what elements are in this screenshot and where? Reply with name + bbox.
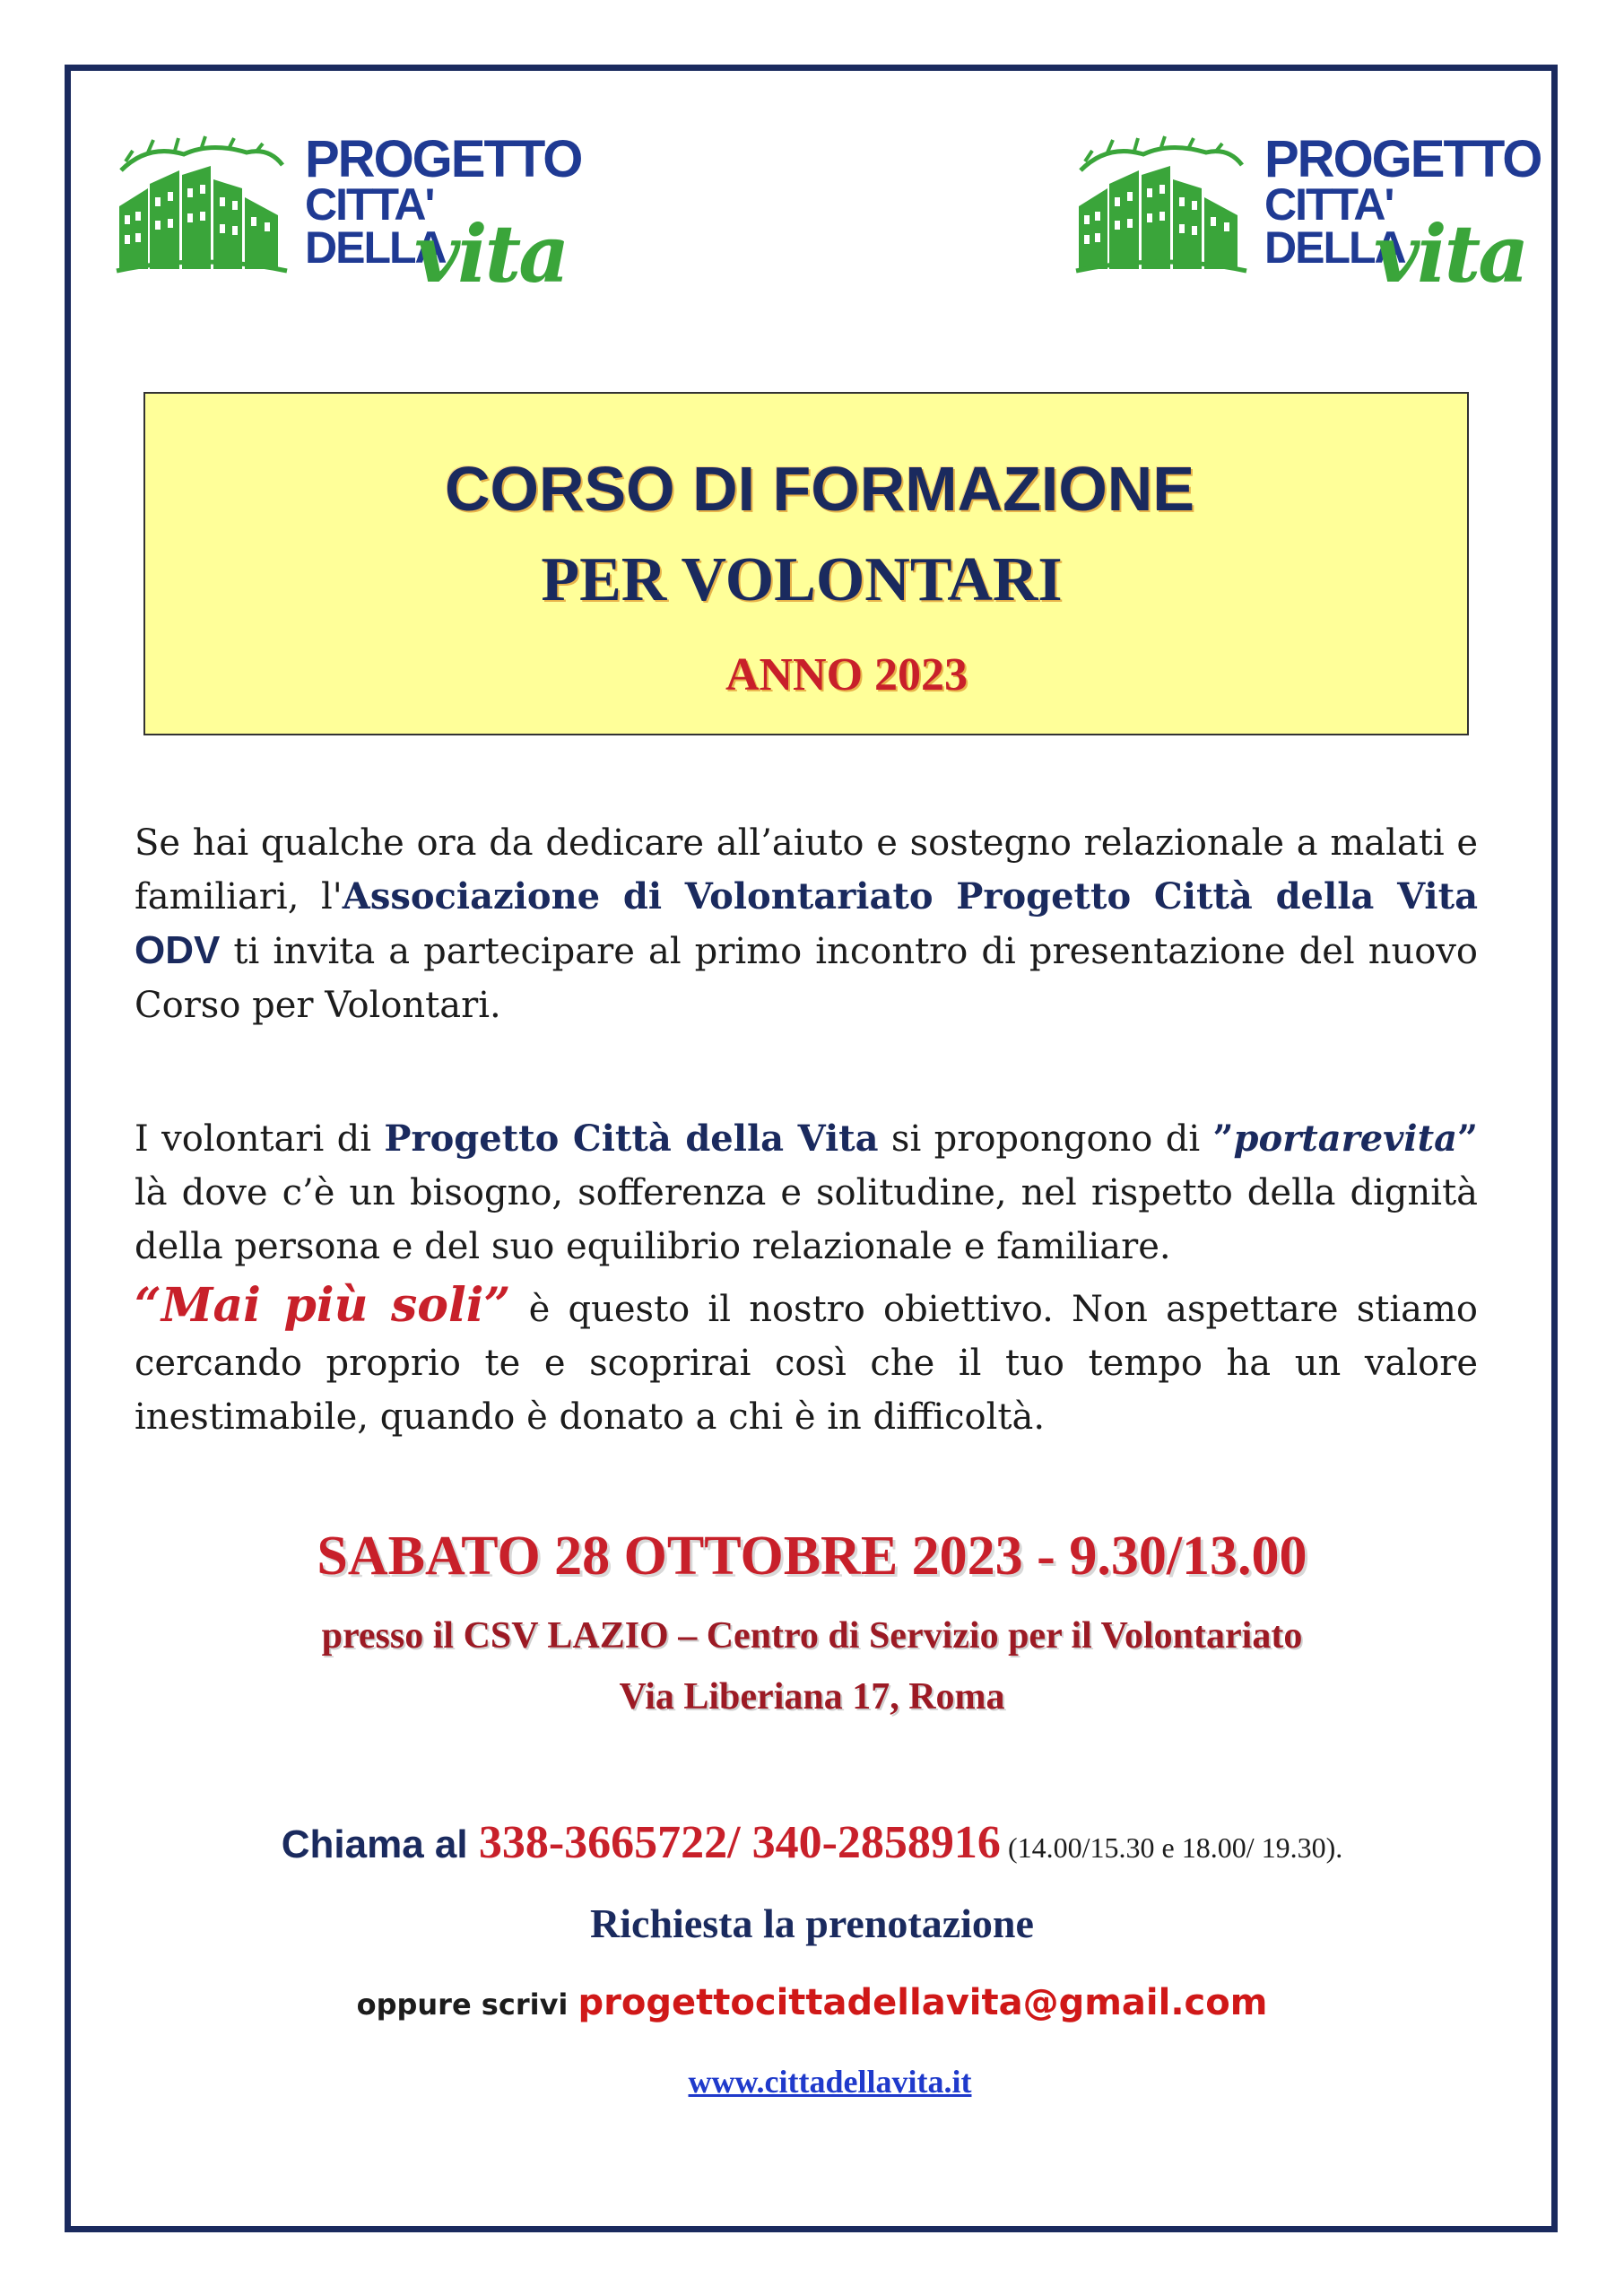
booking-required: Richiesta la prenotazione bbox=[590, 1900, 1034, 1946]
mission-paragraph bbox=[135, 1112, 1478, 1274]
call-hours: (14.00/15.30 e 18.00/ 19.30). bbox=[1000, 1831, 1343, 1864]
intro-text-b: ti invita a partecipare al primo incontro di presentazione del nuovo Corso per Volontari. bbox=[135, 931, 1478, 1026]
logo-line2: CITTA' bbox=[305, 179, 434, 230]
logo-line3: DELLA bbox=[1264, 222, 1405, 273]
quote-open: “ bbox=[135, 1278, 161, 1333]
logo-wordmark bbox=[305, 130, 582, 300]
logo-right bbox=[1072, 126, 1541, 300]
quote-close: ” bbox=[1457, 1118, 1479, 1160]
quote-open: ” bbox=[1212, 1118, 1234, 1160]
logo-line4: vita bbox=[414, 207, 568, 300]
email-line bbox=[0, 1982, 1624, 2023]
phone-numbers[interactable]: 338-3665722/ 340-2858916 bbox=[478, 1817, 1001, 1868]
title-line1: CORSO DI FORMAZIONE bbox=[444, 454, 1195, 524]
quote-close: ” bbox=[483, 1278, 511, 1333]
title-line2: PER VOLONTARI bbox=[541, 545, 1063, 614]
logo-line2: CITTA' bbox=[1264, 179, 1394, 230]
goal-paragraph bbox=[135, 1279, 1478, 1444]
logo-line1: PROGETTO bbox=[1264, 130, 1541, 188]
title-line3: ANNO 2023 bbox=[725, 649, 968, 700]
event-address: Via Liberiana 17, Roma bbox=[619, 1676, 1005, 1718]
call-line bbox=[0, 1816, 1624, 1869]
logo-wordmark bbox=[1264, 130, 1541, 300]
motto-mai-piu-soli: Mai più soli bbox=[161, 1278, 484, 1333]
write-label: oppure scrivi bbox=[356, 1987, 578, 2022]
city-buildings-icon bbox=[1072, 135, 1251, 278]
title-box bbox=[143, 392, 1469, 735]
city-buildings-icon bbox=[112, 135, 291, 278]
logo-line1: PROGETTO bbox=[305, 130, 582, 188]
mission-text-c: là dove c’è un bisogno, sofferenza e solitudine, nel rispetto della dignità della persona e del suo equilibrio relazionale e familiare. bbox=[135, 1172, 1478, 1267]
website-link[interactable]: www.cittadellavita.it bbox=[688, 2064, 972, 2100]
logo-line3: DELLA bbox=[305, 222, 446, 273]
call-label: Chiama al bbox=[281, 1822, 479, 1866]
association-name: Associazione di Volontariato Progetto Città della Vita bbox=[342, 875, 1478, 918]
email-link[interactable]: progettocittadellavita@gmail.com bbox=[578, 1982, 1268, 2023]
event-date: SABATO 28 OTTOBRE 2023 - 9.30/13.00 bbox=[317, 1526, 1307, 1587]
logo-left bbox=[112, 126, 582, 300]
project-name: Progetto Città della Vita bbox=[384, 1118, 879, 1160]
mission-text-b: si propongono di bbox=[878, 1118, 1213, 1160]
logo-line4: vita bbox=[1374, 207, 1527, 300]
goal-text: è questo il nostro obiettivo. Non aspettare stiamo cercando proprio te e scoprirai così che il tuo tempo ha un valore inestimabile, quando è donato a chi è in difficoltà. bbox=[135, 1289, 1478, 1438]
event-location: presso il CSV LAZIO – Centro di Servizio per il Volontariato bbox=[321, 1615, 1303, 1657]
odv-label: ODV bbox=[135, 928, 221, 972]
intro-text-a: Se hai qualche ora da dedicare all’aiuto e sostegno relazionale a malati e familiari, l' bbox=[135, 822, 1478, 918]
motto-portarevita: portarevita bbox=[1233, 1118, 1457, 1160]
mission-text-a: I volontari di bbox=[135, 1118, 385, 1160]
intro-paragraph bbox=[135, 816, 1478, 1032]
